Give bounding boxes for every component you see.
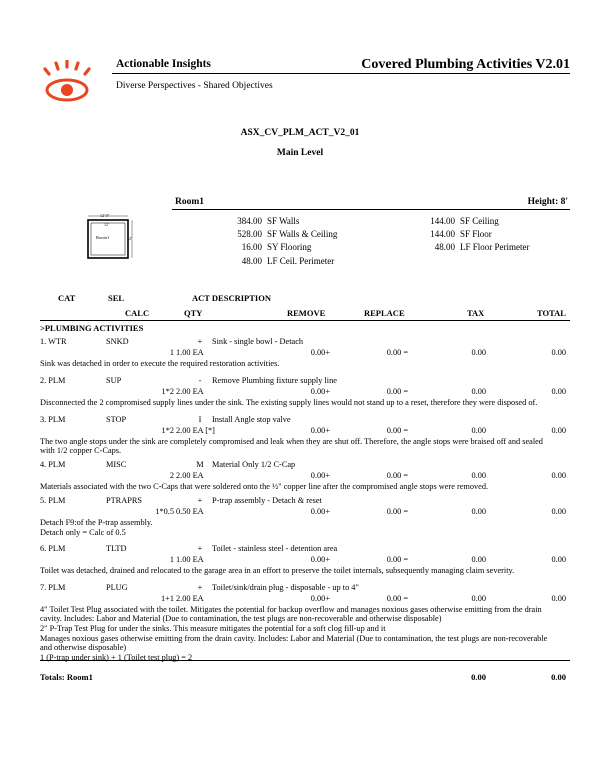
item-selector: PLUG: [106, 583, 128, 592]
item-description: Remove Plumbing fixture supply line: [212, 376, 337, 385]
item-calc: 2: [169, 471, 174, 480]
item-number: 2. PLM: [40, 376, 66, 385]
item-qty: 1.00 EA: [176, 348, 204, 357]
item-calc: 1*2: [161, 387, 174, 396]
item-replace: 0.00 =: [386, 471, 408, 480]
item-selector: STOP: [106, 415, 127, 424]
item-calc: 1*0.5: [155, 507, 174, 516]
item-number: 3. PLM: [40, 415, 66, 424]
item-qty: 1.00 EA: [176, 555, 204, 564]
item-note: 4" Toilet Test Plug associated with the toilet. Mitigates the potential for backup overflow and manages noxious gases otherwise emitting from the drain cavity. Includes: Labor and Material (Due to contamination, the test plugs are non-recoverable and otherwise disposable): [40, 605, 542, 624]
item-calc: 1*2: [161, 426, 174, 435]
measure-value: 144.00: [430, 216, 455, 226]
totals-rule: [40, 660, 570, 661]
item-selector: PTRAPRS: [106, 496, 142, 505]
sketch-dim-inner: 12': [104, 222, 109, 227]
measure-value: 528.00: [237, 229, 262, 239]
measure-value: 16.00: [241, 242, 262, 252]
item-description: Toilet - stainless steel - detention area: [212, 544, 338, 553]
company-name: Actionable Insights: [116, 58, 211, 70]
item-remove: 0.00+: [310, 507, 330, 516]
item-tax: 0.00: [471, 348, 486, 357]
document-title: Covered Plumbing Activities V2.01: [361, 57, 570, 72]
col-sel: SEL: [108, 293, 125, 303]
item-tax: 0.00: [471, 594, 486, 603]
item-note: Sink was detached in order to execute the required restoration activities.: [40, 359, 280, 368]
item-number: 6. PLM: [40, 544, 66, 553]
item-selector: MISC: [106, 460, 127, 469]
company-logo: [36, 60, 98, 104]
item-description: Sink - single bowl - Detach: [212, 337, 304, 346]
room-sketch: [84, 214, 136, 260]
measure-value: 48.00: [434, 242, 455, 252]
item-note: 1 (P-trap under sink) + 1 (Toilet test plug) = 2: [40, 653, 193, 662]
measure-label: SF Walls: [267, 216, 300, 226]
measure-label: SF Walls & Ceiling: [267, 229, 338, 239]
col-calc: CALC: [125, 308, 150, 318]
item-replace: 0.00 =: [386, 594, 408, 603]
column-rule: [40, 320, 570, 321]
item-activity-code: +: [197, 544, 203, 553]
item-remove: 0.00+: [310, 387, 330, 396]
measure-label: SY Flooring: [267, 242, 312, 252]
room-name: Room1: [175, 197, 205, 207]
item-tax: 0.00: [471, 426, 486, 435]
col-cat: CAT: [58, 293, 76, 303]
item-activity-code: M: [196, 460, 204, 469]
item-tax: 0.00: [471, 507, 486, 516]
item-description: Material Only 1/2 C-Cap: [212, 460, 296, 469]
item-note: Detach F9:of the P-trap assembly.: [40, 518, 153, 527]
item-total: 0.00: [551, 555, 566, 564]
col-act-description: ACT DESCRIPTION: [192, 293, 271, 303]
item-calc: 1+1: [161, 594, 174, 603]
item-remove: 0.00+: [310, 348, 330, 357]
item-activity-code: +: [197, 337, 203, 346]
measure-label: SF Floor: [460, 229, 492, 239]
item-remove: 0.00+: [310, 471, 330, 480]
room-rule: [172, 209, 570, 210]
measure-label: LF Floor Perimeter: [460, 242, 530, 252]
section-title: >PLUMBING ACTIVITIES: [40, 323, 144, 333]
item-activity-code: +: [197, 583, 203, 592]
company-tagline: Diverse Perspectives - Shared Objectives: [116, 81, 273, 91]
item-qty: 2.00 EA [*]: [176, 426, 215, 435]
totals-tax: 0.00: [471, 672, 486, 682]
item-activity-code: +: [197, 496, 203, 505]
col-replace: REPLACE: [364, 308, 405, 318]
item-note: Manages noxious gases otherwise emitting from the drain cavity. Includes: Labor and Material (Due to contamination, the test plugs are non-recoverable and otherwise disposable): [40, 634, 548, 653]
item-selector: TLTD: [106, 544, 127, 553]
item-calc: 1: [169, 348, 174, 357]
item-selector: SNKD: [106, 337, 129, 346]
item-tax: 0.00: [471, 387, 486, 396]
item-replace: 0.00 =: [386, 555, 408, 564]
header-rule: [112, 73, 570, 74]
item-total: 0.00: [551, 507, 566, 516]
item-replace: 0.00 =: [386, 387, 408, 396]
item-activity-code: I: [198, 415, 202, 424]
item-qty: 2.00 EA: [176, 471, 204, 480]
item-replace: 0.00 =: [386, 426, 408, 435]
item-total: 0.00: [551, 348, 566, 357]
item-remove: 0.00+: [310, 594, 330, 603]
col-remove: REMOVE: [287, 308, 326, 318]
item-note: The two angle stops under the sink are completely compromised and leak when they are shut off. Therefore, the angle stops were braised off and sealed with 1/2 copper C-Caps.: [40, 437, 543, 456]
item-description: Toilet/sink/drain plug - disposable - up to 4": [212, 583, 359, 592]
item-note: Toilet was detached, drained and relocated to the garage area in an effort to preserve the toilet internals, subsequently managing claim severity.: [40, 566, 515, 575]
item-note: Disconnected the 2 compromised supply lines under the sink. The existing supply lines would not stand up to a reset, therefore they were disposed of.: [40, 398, 538, 407]
item-tax: 0.00: [471, 555, 486, 564]
item-total: 0.00: [551, 594, 566, 603]
totals-label: Totals: Room1: [40, 672, 93, 682]
measure-label: LF Ceil. Perimeter: [267, 256, 335, 266]
item-remove: 0.00+: [310, 555, 330, 564]
item-note: Materials associated with the two C-Caps that were soldered onto the ½" copper line after the compromised angle stops were removed.: [40, 482, 489, 491]
col-total: TOTAL: [537, 308, 566, 318]
sketch-room-label: Room1: [96, 235, 110, 240]
item-calc: 1: [169, 555, 174, 564]
totals-total: 0.00: [551, 672, 566, 682]
item-qty: 2.00 EA: [176, 387, 204, 396]
sketch-dim-top: 12' 0": [100, 213, 110, 218]
room-height: Height: 8': [527, 197, 568, 207]
col-tax: TAX: [467, 308, 485, 318]
item-total: 0.00: [551, 426, 566, 435]
item-activity-code: -: [198, 376, 202, 385]
item-note: Detach only = Calc of 0.5: [40, 528, 126, 537]
item-note: 2" P-Trap Test Plug for under the sinks. This measure mitigates the potential for a soft clog fill-up and it: [40, 624, 386, 633]
measure-value: 48.00: [241, 256, 262, 266]
estimate-level: Main Level: [276, 148, 324, 158]
measure-label: SF Ceiling: [460, 216, 499, 226]
item-qty: 2.00 EA: [176, 594, 204, 603]
item-description: Install Angle stop valve: [212, 415, 291, 424]
estimate-code: ASX_CV_PLM_ACT_V2_01: [240, 128, 360, 138]
eye-logo-icon: [36, 60, 98, 104]
col-qty: QTY: [184, 308, 203, 318]
item-total: 0.00: [551, 387, 566, 396]
item-total: 0.00: [551, 471, 566, 480]
item-number: 5. PLM: [40, 496, 66, 505]
sketch-dim-side: 12': [127, 236, 132, 241]
measure-value: 384.00: [237, 216, 262, 226]
item-tax: 0.00: [471, 471, 486, 480]
item-qty: 0.50 EA: [176, 507, 204, 516]
item-replace: 0.00 =: [386, 507, 408, 516]
item-number: 1. WTR: [40, 337, 67, 346]
measure-value: 144.00: [430, 229, 455, 239]
item-number: 4. PLM: [40, 460, 66, 469]
item-description: P-trap assembly - Detach & reset: [212, 496, 322, 505]
item-number: 7. PLM: [40, 583, 66, 592]
item-replace: 0.00 =: [386, 348, 408, 357]
item-selector: SUP: [106, 376, 122, 385]
item-remove: 0.00+: [310, 426, 330, 435]
